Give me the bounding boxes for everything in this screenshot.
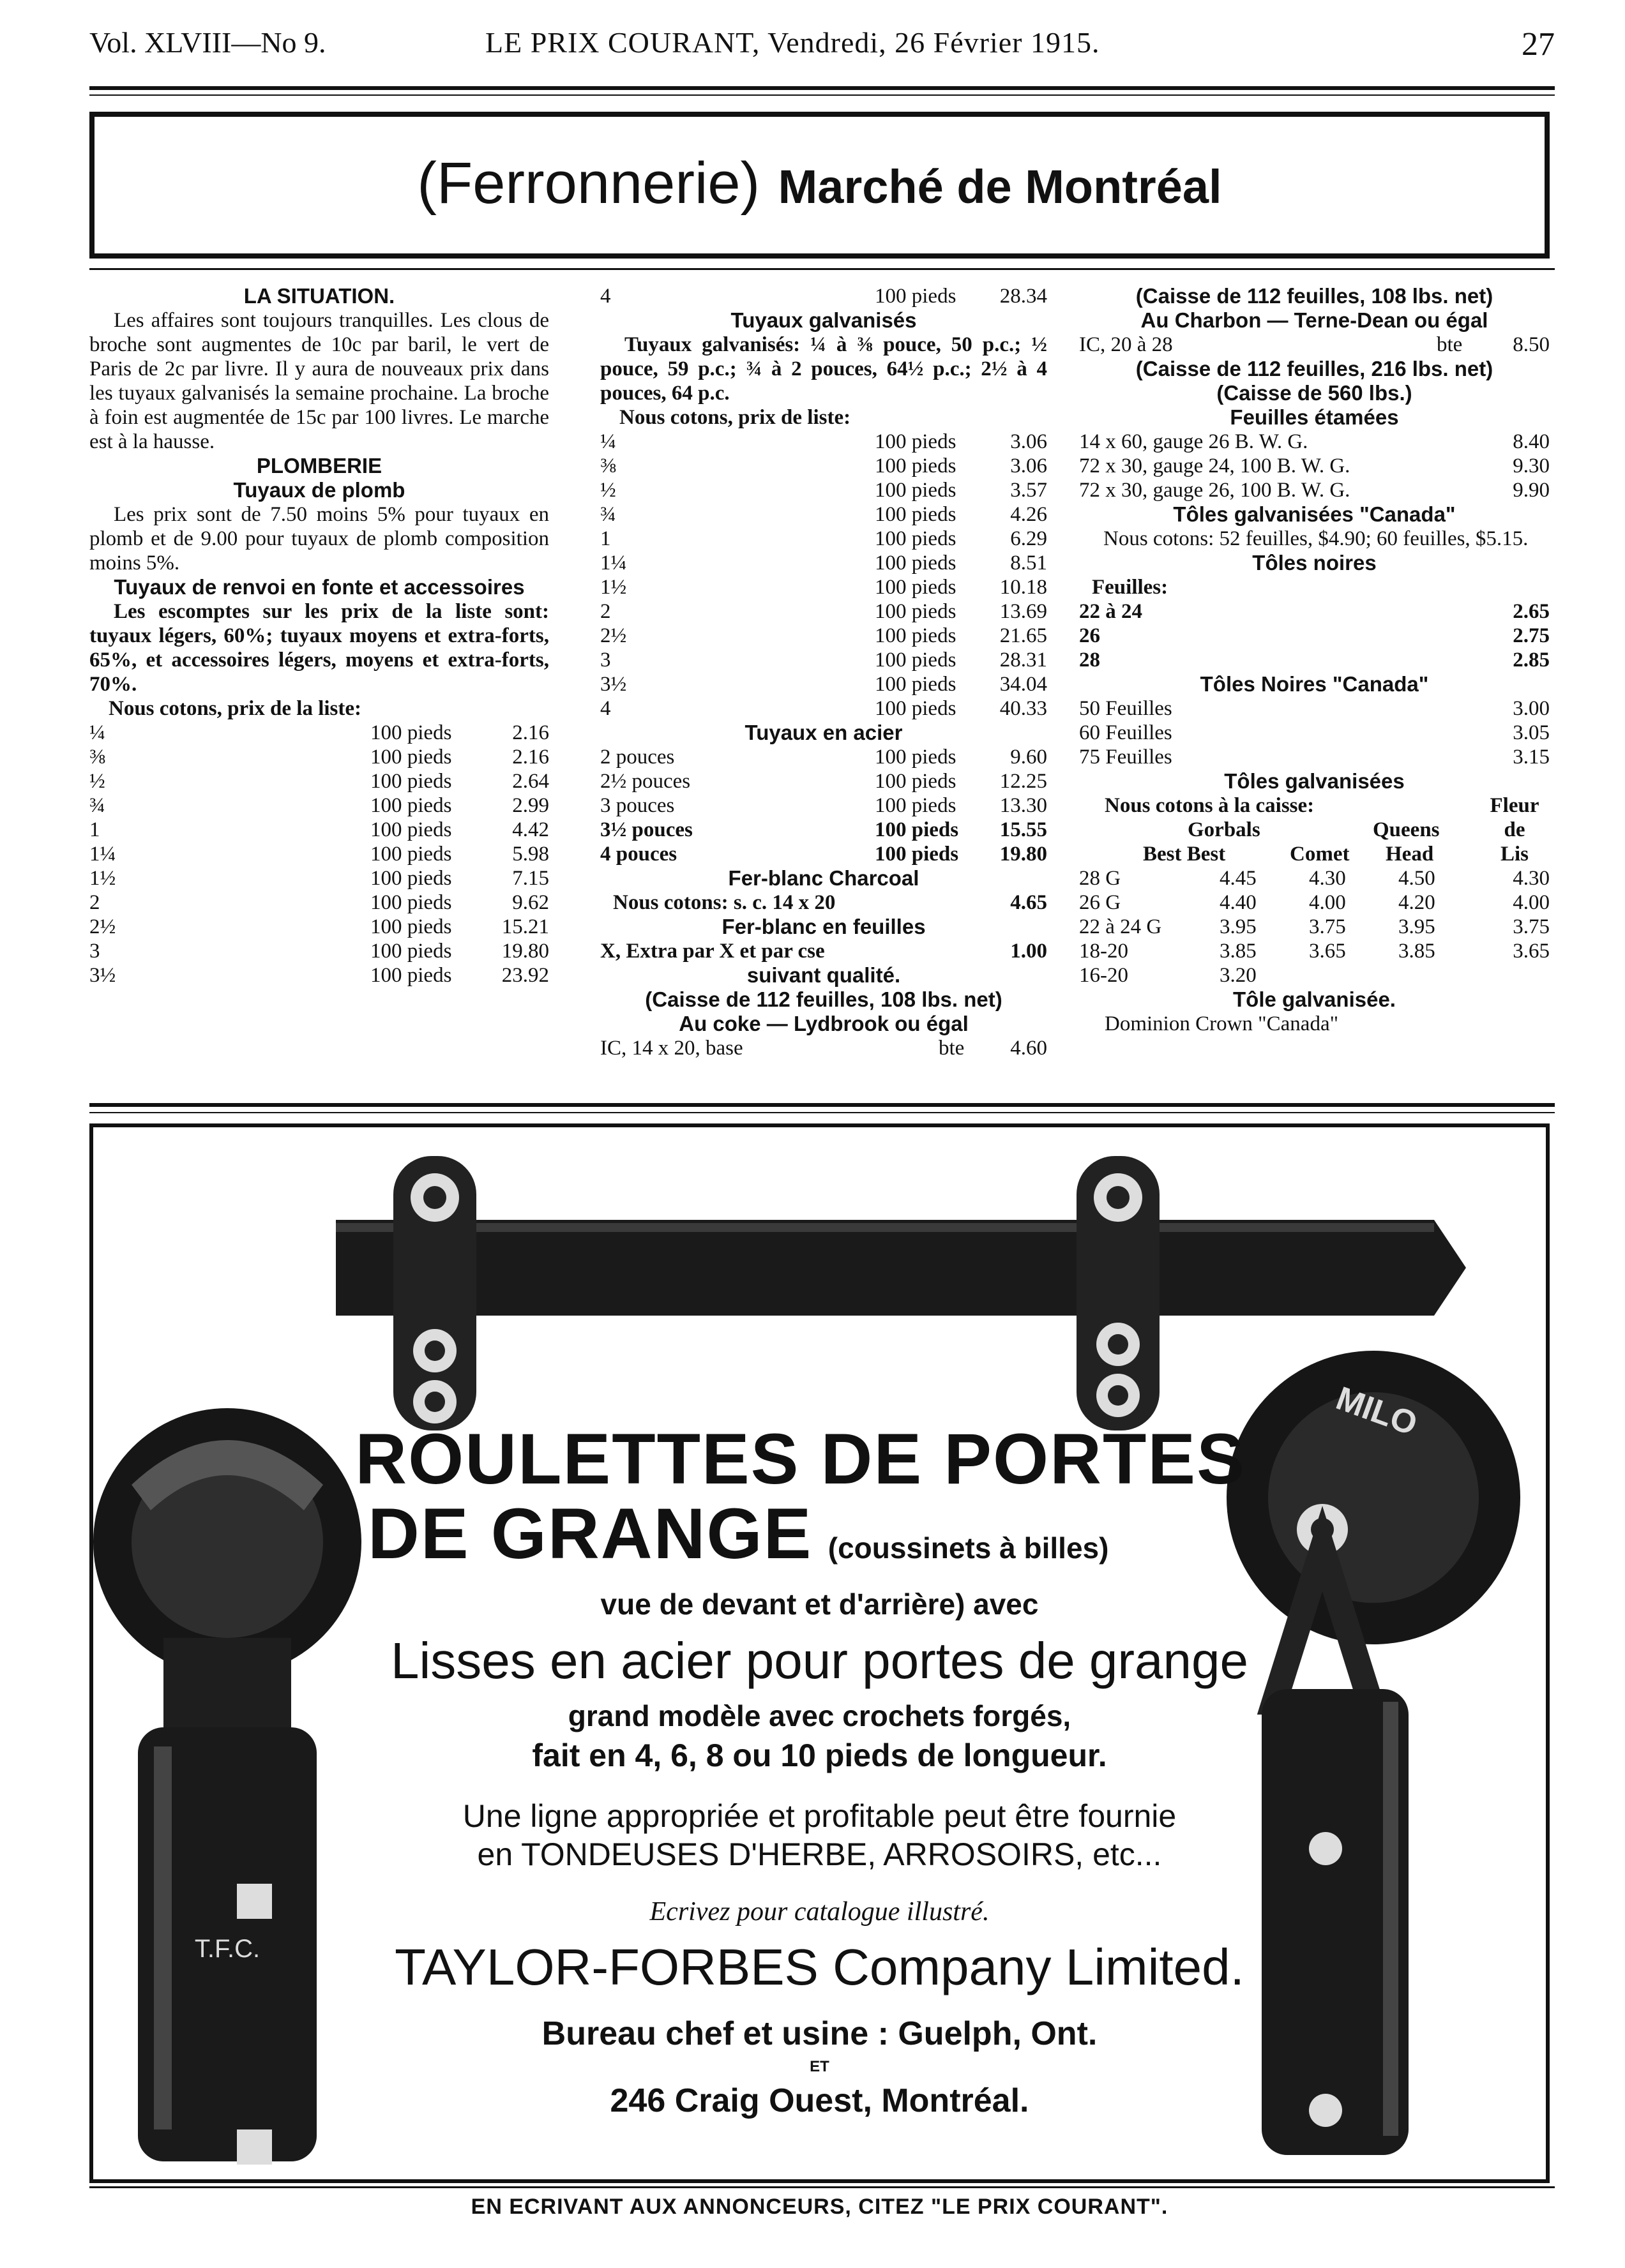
row-label: IC, 14 x 20, base (600, 1037, 743, 1060)
queens-header: Queens (1373, 818, 1440, 841)
table-row (89, 915, 549, 939)
row-label: IC, 20 à 28 (1079, 333, 1173, 356)
gauge-price-gorbals: 4.40 (1220, 891, 1257, 914)
heading-renvoi: Tuyaux de renvoi en fonte et accessoires (114, 575, 525, 599)
row-label: 28 (1079, 649, 1100, 672)
comet-header: Comet (1290, 843, 1350, 866)
row-size: 3½ pouces (600, 818, 693, 841)
escomptes-text: Les escomptes sur les prix de la liste sont: tuyaux légers, 60%; tuyaux moyens et extra-forts, 65%, et accessoires légers, moyens et extra-forts, 70%. (89, 600, 549, 696)
row-unit: 100 pieds (875, 479, 956, 502)
row-price: 6.29 (1010, 527, 1047, 550)
table-row (89, 842, 549, 866)
row-price: 9.62 (512, 891, 549, 914)
row-price: 13.30 (999, 794, 1047, 817)
row-label: 75 Feuilles (1079, 746, 1172, 769)
row-unit: 100 pieds (370, 964, 452, 987)
noires-canada-table (1079, 696, 1550, 769)
caisse-note-1: (Caisse de 112 feuilles, 108 lbs. net) (645, 988, 1002, 1011)
row-price: 3.57 (1010, 479, 1047, 502)
row-unit: 100 pieds (875, 746, 956, 769)
row-price: 34.04 (999, 673, 1047, 696)
acier-price-table (600, 745, 1047, 866)
row-size: 2½ (600, 624, 627, 647)
row-size: 2½ pouces (600, 770, 691, 793)
row-label: 50 Feuilles (1079, 697, 1172, 720)
publication-date: LE PRIX COURANT, Vendredi, 26 Février 1915. (485, 26, 1100, 59)
row-label: X, Extra par X et par cse (600, 940, 825, 963)
cotons-line-2: Nous cotons, prix de liste: (619, 406, 851, 429)
row-price: 8.40 (1513, 430, 1550, 453)
row-price: 9.60 (1010, 746, 1047, 769)
row-price: 28.31 (999, 649, 1047, 672)
table-row (1079, 478, 1550, 502)
heading-galvanisees: Tôles galvanisées (1224, 769, 1405, 793)
table-row (1079, 915, 1550, 939)
gauge-label: 28 G (1079, 867, 1121, 890)
gorbals-header: Gorbals (1188, 818, 1260, 841)
galv-canada-text: Nous cotons: 52 feuilles, $4.90; 60 feuilles, $5.15. (1103, 527, 1529, 550)
best-best-header: Best Best (1143, 843, 1226, 866)
gauge-label: 16-20 (1079, 964, 1128, 987)
cotons-line: Nous cotons, prix de la liste: (109, 697, 361, 720)
row-unit: bte (1437, 333, 1463, 356)
gauge-price-head: 4.50 (1398, 867, 1435, 890)
row-unit: 100 pieds (875, 770, 956, 793)
ad-headline-2: DE GRANGE (368, 1494, 813, 1573)
table-row (1079, 721, 1550, 745)
row-size: ½ (89, 770, 105, 793)
row-size: ¼ (89, 721, 105, 744)
title-ferronnerie: (Ferronnerie) (417, 151, 760, 216)
heading-charbon: Au Charbon — Terne-Dean ou égal (1140, 308, 1488, 332)
row-price: 1.00 (1010, 940, 1047, 963)
row-price: 2.65 (1513, 600, 1550, 623)
de-word: de (1504, 818, 1525, 841)
column-3 (1079, 284, 1550, 1036)
heading-ferblanc: Fer-blanc Charcoal (728, 866, 919, 890)
gauge-price-comet: 3.75 (1309, 915, 1346, 938)
row-price: 4.26 (1010, 503, 1047, 526)
row-unit: 100 pieds (875, 454, 956, 477)
fleur-word: Fleur (1490, 794, 1539, 817)
gauge-price-head: 3.95 (1398, 915, 1435, 938)
page-title (94, 150, 1545, 217)
dominion-line: Dominion Crown "Canada" (1105, 1012, 1339, 1035)
footer-rule (89, 2186, 1555, 2188)
row-price: 9.30 (1513, 454, 1550, 477)
ad-line-6: fait en 4, 6, 8 ou 10 pieds de longueur. (532, 1738, 1107, 1773)
gauge-label: 26 G (1079, 891, 1121, 914)
suivant-qualite: suivant qualité. (746, 963, 901, 987)
row-unit: 100 pieds (875, 552, 956, 575)
gauge-label: 22 à 24 G (1079, 915, 1162, 938)
row-size: 3 (600, 649, 611, 672)
row-unit: 100 pieds (875, 649, 956, 672)
gauge-price-gorbals: 4.45 (1220, 867, 1257, 890)
row-size: ½ (600, 479, 616, 502)
row-price: 2.16 (512, 721, 549, 744)
table-row (89, 769, 549, 793)
plomb-text: Les prix sont de 7.50 moins 5% pour tuyaux en plomb et de 9.00 pour tuyaux de plomb composition moins 5%. (89, 503, 549, 575)
row-label: 72 x 30, gauge 26, 100 B. W. G. (1079, 479, 1350, 502)
ad-address: 246 Craig Ouest, Montréal. (610, 2082, 1029, 2119)
row-price: 2.75 (1513, 624, 1550, 647)
row-price: 2.64 (512, 770, 549, 793)
row-price: 19.80 (999, 843, 1047, 866)
row-label: 22 à 24 (1079, 600, 1142, 623)
row-label: 14 x 60, gauge 26 B. W. G. (1079, 430, 1308, 453)
row-unit: 100 pieds (370, 891, 452, 914)
row-price: 5.98 (512, 843, 549, 866)
caisse-note-3b: (Caisse de 112 feuilles, 216 lbs. net) (1135, 357, 1493, 380)
row-price: 13.69 (999, 600, 1047, 623)
gauge-price-comet: 4.30 (1309, 867, 1346, 890)
table-row (600, 818, 1047, 842)
ad-line-4: Lisses en acier pour portes de grange (390, 1632, 1249, 1689)
row-unit: 100 pieds (875, 576, 956, 599)
table-row (1079, 430, 1550, 454)
row-price: 4.42 (512, 818, 549, 841)
feuilles-label: Feuilles: (1092, 576, 1168, 599)
ad-headline-2-row (310, 1492, 1290, 1575)
table-row (600, 672, 1047, 696)
table-row (600, 793, 1047, 818)
table-row (1079, 890, 1550, 915)
row-unit: 100 pieds (370, 915, 452, 938)
footer-notice: EN ECRIVANT AUX ANNONCEURS, CITEZ "LE PRIX COURANT". (471, 2195, 1168, 2219)
ad-line-3: vue de devant et d'arrière) avec (600, 1588, 1039, 1621)
row-price: 3.00 (1513, 697, 1550, 720)
table-row (600, 745, 1047, 769)
right-roller-mark: MILO (1331, 1379, 1422, 1443)
table-row (89, 890, 549, 915)
table-row (600, 430, 1047, 454)
row-size: 1¼ (600, 552, 627, 575)
table-row (600, 696, 1047, 721)
row-price: 15.55 (999, 818, 1047, 841)
row-label: Nous cotons: s. c. 14 x 20 (613, 891, 836, 914)
row-price: 15.21 (501, 915, 549, 938)
row-unit: 100 pieds (875, 697, 956, 720)
ad-paren: (coussinets à billes) (828, 1531, 1109, 1565)
row-price: 2.16 (512, 746, 549, 769)
caisse-note-3a: (Caisse de 112 feuilles, 108 lbs. net) (1135, 284, 1493, 308)
heading-noires-canada: Tôles Noires "Canada" (1200, 672, 1429, 696)
row-unit: 100 pieds (875, 673, 956, 696)
heading-feuilles: Fer-blanc en feuilles (722, 915, 926, 938)
row-unit: 100 pieds (875, 503, 956, 526)
row-size: 3½ (89, 964, 116, 987)
row-size: 2½ (89, 915, 116, 938)
noires-table (1079, 599, 1550, 672)
row-unit: 100 pieds (875, 430, 956, 453)
row-size: 4 pouces (600, 843, 677, 866)
galv-text: Tuyaux galvanisés: ¼ à ⅜ pouce, 50 p.c.; ½ pouce, 59 p.c.; ¾ à 2 pouces, 64½ p.c.; 2½ à 4 pouces, 64 p.c. (600, 333, 1047, 405)
head-header: Head (1386, 843, 1434, 866)
table-row (1079, 333, 1550, 357)
row-price: 2.99 (512, 794, 549, 817)
table-row (600, 890, 1047, 915)
heading-coke: Au coke — Lydbrook ou égal (679, 1012, 969, 1035)
row-unit: 100 pieds (370, 721, 452, 744)
table-row (1079, 696, 1550, 721)
table-row (89, 745, 549, 769)
gauge-price-fleur: 4.30 (1513, 867, 1550, 890)
row-price: 3.05 (1513, 721, 1550, 744)
row-size: 4 (600, 697, 611, 720)
row-size: 1½ (89, 867, 116, 890)
row-price: 21.65 (999, 624, 1047, 647)
row-unit: 100 pieds (370, 794, 452, 817)
row-label: 60 Feuilles (1079, 721, 1172, 744)
row-unit: 100 pieds (370, 746, 452, 769)
row-size: 1½ (600, 576, 627, 599)
gauge-price-head: 3.85 (1398, 940, 1435, 963)
page-header (89, 26, 1555, 70)
table-row (1079, 866, 1550, 890)
gauge-table (1079, 866, 1550, 988)
header-rule (89, 86, 1555, 90)
gauge-price-comet: 4.00 (1309, 891, 1346, 914)
table-row (89, 818, 549, 842)
gauge-header (1079, 793, 1550, 866)
etamees-table (1079, 430, 1550, 502)
row-size: 1 (89, 818, 100, 841)
row-price: 28.34 (999, 285, 1047, 308)
column-2 (600, 284, 1047, 1060)
title-rule (89, 268, 1555, 270)
table-row (89, 721, 549, 745)
row-price: 9.90 (1513, 479, 1550, 502)
row-label: 72 x 30, gauge 24, 100 B. W. G. (1079, 454, 1350, 477)
row-size: 3 (89, 940, 100, 963)
gauge-price-gorbals: 3.95 (1220, 915, 1257, 938)
row-label: 26 (1079, 624, 1100, 647)
row-size: ⅜ (89, 746, 105, 769)
row-unit: 100 pieds (370, 940, 452, 963)
ad-line-5: grand modèle avec crochets forgés, (568, 1699, 1071, 1732)
row-size: ⅜ (600, 454, 616, 477)
row-unit: 100 pieds (875, 285, 956, 308)
table-row (600, 769, 1047, 793)
row-price: 19.80 (501, 940, 549, 963)
row-price: 3.06 (1010, 430, 1047, 453)
situation-text: Les affaires sont toujours tranquilles. Les clous de broche sont augmentes de 10c par baril, le vert de Paris de 2c par livre. Il y aura de nouveaux prix dans les tuyaux galvanisés la semaine prochaine. La broche à foin est augmentée de 15c par 100 livres. Le marche est à la hausse. (89, 309, 549, 453)
row-unit: 100 pieds (875, 624, 956, 647)
heading-noires: Tôles noires (1252, 551, 1377, 575)
row-unit: bte (939, 1037, 965, 1060)
gauge-price-gorbals: 3.20 (1220, 964, 1257, 987)
volume-number: Vol. XLVIII—No 9. (89, 26, 326, 59)
column-1 (89, 284, 549, 988)
heading-tuyaux-plomb: Tuyaux de plomb (233, 478, 405, 502)
row-size: ¾ (600, 503, 616, 526)
table-row (1079, 454, 1550, 478)
row-unit: 100 pieds (875, 818, 959, 841)
ad-headline-1: ROULETTES DE PORTES (355, 1419, 1246, 1499)
ad-rule-top (89, 1103, 1555, 1107)
gauge-price-fleur: 3.65 (1513, 940, 1550, 963)
ad-et: ET (810, 2058, 829, 2075)
page-number: 27 (1522, 26, 1555, 63)
table-row (1079, 745, 1550, 769)
row-size: 1¼ (89, 843, 116, 866)
price-columns (89, 284, 1550, 1088)
table-row (600, 939, 1047, 963)
title-box (89, 112, 1550, 259)
table-row (600, 1036, 1047, 1060)
heading-galv-canada: Tôles galvanisées "Canada" (1173, 502, 1456, 526)
row-size: 4 (600, 285, 611, 308)
table-row (1079, 624, 1550, 648)
table-row (600, 842, 1047, 866)
advertisement (89, 1123, 1550, 2183)
heading-tole-galv: Tôle galvanisée. (1233, 988, 1396, 1011)
heading-plomberie: PLOMBERIE (256, 454, 382, 477)
ad-company: TAYLOR-FORBES Company Limited. (395, 1939, 1244, 1995)
left-roller-mark: T.F.C. (194, 1935, 261, 1963)
row-price: 23.92 (501, 964, 549, 987)
row-size: 2 (600, 600, 611, 623)
row-unit: 100 pieds (875, 843, 959, 866)
table-row (89, 793, 549, 818)
fleur-de-lis-header (1479, 793, 1550, 866)
lis-word: Lis (1500, 843, 1529, 866)
table-row (89, 939, 549, 963)
table-row (600, 284, 1047, 308)
ad-line-8: en TONDEUSES D'HERBE, ARROSOIRS, etc... (477, 1836, 1162, 1872)
heading-situation: LA SITUATION. (243, 284, 395, 308)
header-rule-thin (89, 94, 1555, 96)
row-price: 4.60 (1010, 1037, 1047, 1060)
ad-rule-top-thin (89, 1112, 1555, 1113)
table-row (600, 502, 1047, 527)
table-row (600, 575, 1047, 599)
row-price: 4.65 (1010, 891, 1047, 914)
row-price: 8.50 (1513, 333, 1550, 356)
row-price: 8.51 (1010, 552, 1047, 575)
gauge-price-gorbals: 3.85 (1220, 940, 1257, 963)
heading-etamees: Feuilles étamées (1230, 405, 1399, 429)
row-price: 3.06 (1010, 454, 1047, 477)
row-unit: 100 pieds (875, 794, 956, 817)
plomb-price-table (89, 721, 549, 988)
table-row (600, 478, 1047, 502)
table-row (600, 648, 1047, 672)
ad-line-7: Une ligne appropriée et profitable peut être fournie (462, 1798, 1177, 1834)
table-row (600, 599, 1047, 624)
row-price: 10.18 (999, 576, 1047, 599)
table-row (89, 963, 549, 988)
row-unit: 100 pieds (370, 818, 452, 841)
row-price: 40.33 (999, 697, 1047, 720)
gauge-price-comet: 3.65 (1309, 940, 1346, 963)
row-size: 2 (89, 891, 100, 914)
title-marche: Marché de Montréal (778, 160, 1222, 213)
row-size: 3 pouces (600, 794, 675, 817)
caisse-note-3c: (Caisse de 560 lbs.) (1216, 381, 1412, 405)
row-size: 2 pouces (600, 746, 675, 769)
row-size: ¼ (600, 430, 616, 453)
row-unit: 100 pieds (370, 843, 452, 866)
galv-price-table (600, 430, 1047, 721)
row-unit: 100 pieds (370, 770, 452, 793)
table-row (600, 454, 1047, 478)
gauge-label: 18-20 (1079, 940, 1128, 963)
gauge-price-head: 4.20 (1398, 891, 1435, 914)
table-row (89, 866, 549, 890)
gauge-price-fleur: 4.00 (1513, 891, 1550, 914)
table-row (600, 624, 1047, 648)
ad-line-9: Ecrivez pour catalogue illustré. (649, 1897, 990, 1926)
heading-galvanises: Tuyaux galvanisés (730, 308, 917, 332)
table-row (1079, 648, 1550, 672)
row-size: 1 (600, 527, 611, 550)
caisse-line: Nous cotons à la caisse: (1105, 794, 1315, 817)
row-price: 12.25 (999, 770, 1047, 793)
table-row (1079, 939, 1550, 963)
row-price: 7.15 (512, 867, 549, 890)
row-unit: 100 pieds (875, 527, 956, 550)
ad-bureau: Bureau chef et usine : Guelph, Ont. (541, 2015, 1098, 2052)
gauge-price-fleur: 3.75 (1513, 915, 1550, 938)
table-row (600, 527, 1047, 551)
row-price: 2.85 (1513, 649, 1550, 672)
row-unit: 100 pieds (370, 867, 452, 890)
table-row (1079, 599, 1550, 624)
row-price: 3.15 (1513, 746, 1550, 769)
row-size: ¾ (89, 794, 105, 817)
table-row (600, 551, 1047, 575)
heading-acier: Tuyaux en acier (744, 721, 903, 744)
row-unit: 100 pieds (875, 600, 956, 623)
row-size: 3½ (600, 673, 627, 696)
table-row (1079, 963, 1550, 988)
